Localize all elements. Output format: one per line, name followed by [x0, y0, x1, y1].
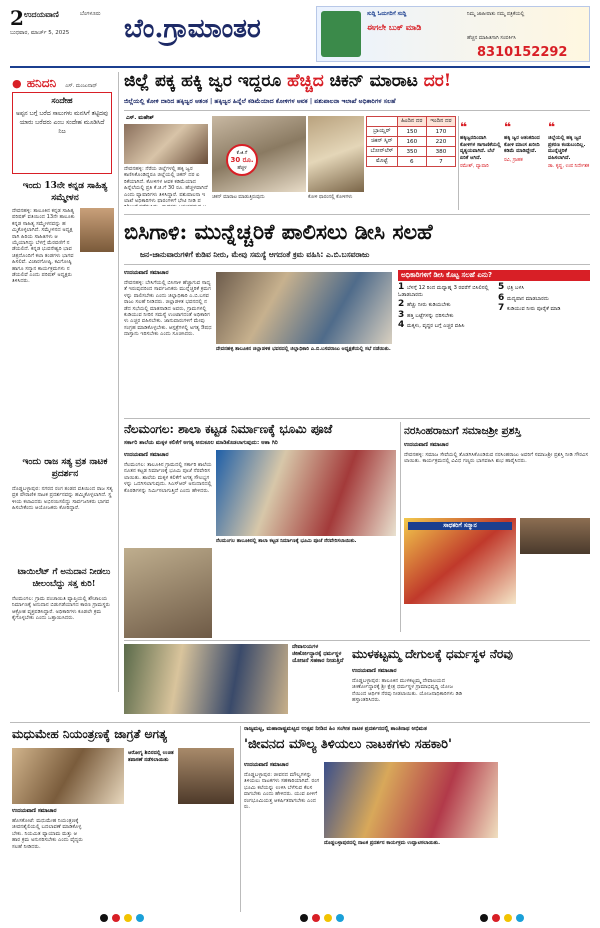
- tip-item: 2 ಹೆಚ್ಚು ನೀರು ಕುಡಿಯಬೇಕು: [398, 299, 451, 309]
- story2-caption: ದೇವನಹಳ್ಳಿ ತಾಲೂಕಿನ ಜಿಲ್ಲಾಡಳಿತ ಭವನದಲ್ಲಿ ಜಿಲ್ಲಾಧಿಕಾರಿ ಎ.ಬಿ.ಬಸವರಾಜು ಅಧ್ಯಕ್ಷತೆಯಲ್ಲಿ ಸಭೆ ನಡೆಯಿತು.: [216, 346, 391, 352]
- tip-item: 5 ಛತ್ರಿ ಬಳಸಿ: [498, 282, 525, 292]
- registration-mark: [324, 914, 332, 922]
- story7-caption: ದೊಡ್ಡಬಳ್ಳಾಪುರದಲ್ಲಿ ನಾಟಕ ಪ್ರದರ್ಶನ ಕಾರ್ಯಕ್ರಮ ಉದ್ಘಾಟಿಸಲಾಯಿತು.: [324, 840, 441, 846]
- story3-photo: [216, 450, 396, 536]
- story6-text: ಹೊಸಕೋಟೆ: ಮಧುಮೇಹ ನಿಯಂತ್ರಣಕ್ಕೆ ಜೀವನಶೈಲಿಯಲ್ಲಿ ಬದಲಾವಣೆ ಮಾಡಿಕೊಳ್ಳಬೇಕು. ನಿಯಮಿತ ವ್ಯಾಯಾಮ ಮತ್ತು ಆಹಾರ ಕ್ರಮ ಅನುಸರಿಸಬೇಕು ಎಂದು ವೈದ್ಯರು ಸಲಹೆ ನೀಡಿದರು.: [12, 818, 83, 850]
- tip-text: ಬೆಳಗ್ಗೆ 12 ರಿಂದ ಮಧ್ಯಾಹ್ನ 3 ರವರೆಗೆ ಬಿಸಿಲಿನಲ್ಲಿ ಓಡಾಡಬಾರದು: [398, 285, 489, 298]
- tip-text: ಕುಡಿಯುವ ನೀರು ಪೂರೈಕೆ ಮಾಡಿ: [507, 306, 561, 312]
- registration-mark: [504, 914, 512, 922]
- sidebar-story3-text: ನೆಲಮಂಗಲ: ಗ್ರಾಮ ಪಂಚಾಯಿತಿ ವ್ಯಾಪ್ತಿಯಲ್ಲಿ ಶೌಚಾಲಯ ನಿರ್ಮಾಣಕ್ಕೆ ಅನುದಾನ ಬಿಡುಗಡೆಯಾಗದ ಕಾರಣ ಗ್ರಾಮಸ್ಥರು ಆಕ್ರೋಶ ವ್ಯಕ್ತಪಡಿಸಿದ್ದಾರೆ. ಅಧಿಕಾರಿಗಳು ಕೂಡಲೇ ಕ್ರಮ ಕೈಗೊಳ್ಳಬೇಕು ಎಂದು ಒತ್ತಾಯಿಸಿದರು.: [12, 596, 111, 622]
- quote-icon: ❝: [504, 120, 512, 134]
- registration-mark: [336, 914, 344, 922]
- tips-title: ಅಧಿಕಾರಿಗಳಿಗೆ ಡೀಸಿ ಕೊಟ್ಟ ಸಲಹೆ ಏನು?: [398, 270, 590, 281]
- table-row: [367, 147, 456, 157]
- story5-text-cont: [470, 668, 590, 718]
- story7-byline: ಉದಯವಾಣಿ ಸಮಾಚಾರ: [244, 762, 289, 768]
- price-table-header: [367, 117, 456, 127]
- heart-icon: ●: [12, 77, 22, 90]
- sidebar-story1-text-more: [12, 328, 114, 438]
- tip-item: 1 ಬೆಳಗ್ಗೆ 12 ರಿಂದ ಮಧ್ಯಾಹ್ನ 3 ರವರೆಗೆ ಬಿಸಿಲಿನಲ್ಲಿ ಓಡಾಡಬಾರದು: [398, 282, 489, 298]
- masthead: [10, 6, 590, 64]
- lead-headline-part-a: ಜಿಲ್ಲೆ ಪಕ್ಕ ಹಕ್ಕಿ ಜ್ವರ ಇದ್ದರೂ: [124, 71, 288, 91]
- lead-byline: ಎಸ್. ಮಹೇಶ್: [126, 115, 154, 121]
- story5-text: ದೊಡ್ಡಬಳ್ಳಾಪುರ: ತಾಲೂಕಿನ ಮುಳಕಟ್ಟಮ್ಮ ದೇವಾಲಯದ ಜೀರ್ಣೋದ್ಧಾರಕ್ಕೆ ಶ್ರೀ ಕ್ಷೇತ್ರ ಧರ್ಮಸ್ಥಳ ಗ್ರಾಮಾಭಿವೃದ್ಧಿ ಯೋಜನೆಯಿಂದ ಆರ್ಥಿಕ ನೆರವು ನೀಡಲಾಯಿತು. ಯೋಜನಾಧಿಕಾರಿಗಳು ಡಿಡಿ ಹಸ್ತಾಂತರಿಸಿದರು.: [352, 678, 463, 704]
- sidebar-logo-text: ಹನಿದನಿ: [26, 76, 57, 90]
- story5-headline: ಮುಳಕಟ್ಟಮ್ಮ ದೇಗುಲಕ್ಕೆ ಧರ್ಮಸ್ಥಳ ನೆರವು: [352, 647, 513, 661]
- registration-mark: [492, 914, 500, 922]
- lead-caption-2: ಕೋಳಿ ಫಾರಂನಲ್ಲಿ ಕೋಳಿಗಳು: [308, 195, 353, 200]
- story2-bottom-rule: [124, 418, 590, 419]
- story2-text-col2: [216, 362, 302, 402]
- table-cell: 220: [426, 137, 455, 147]
- story2-text-col4: [398, 384, 590, 412]
- story2-photo: [216, 272, 392, 344]
- price-badge-label: ಕೆ.ಜಿ.ಗೆ: [236, 151, 248, 156]
- table-row: [367, 157, 456, 167]
- lead-headline-part-d: ದರ!: [423, 71, 452, 91]
- story4-headline: ನರಸಿಂಹರಾಜುಗೆ ಸಮಾಜಶ್ರೀ ಪ್ರಶಸ್ತಿ: [404, 425, 521, 437]
- sidebar-logo-by: ಎಸ್. ಮಂಜುನಾಥ್: [65, 83, 98, 89]
- price-table-header-cell: ಹಿಂದಿನ ದರ: [397, 117, 426, 127]
- lead-text: ದೇವನಹಳ್ಳಿ: ನೆರೆಯ ಜಿಲ್ಲೆಗಳಲ್ಲಿ ಹಕ್ಕಿ ಜ್ವರ ಕಾಣಿಸಿಕೊಂಡಿದ್ದರೂ ಜಿಲ್ಲೆಯಲ್ಲಿ ಚಿಕನ್ ದರ ಏರಿಕೆಯಾಗಿದೆ. ಕೋಳಿಗಳ ಆವಕ ಕಡಿಮೆಯಾದ ಹಿನ್ನೆಲೆಯಲ್ಲಿ ಪ್ರತಿ ಕೆ.ಜಿ.ಗೆ 30 ರೂ. ಹೆಚ್ಚಳವಾಗಿದೆ ಎಂದು ವ್ಯಾಪಾರಿಗಳು ತಿಳಿಸಿದ್ದಾರೆ. ಪಶುಪಾಲನಾ ಇಲಾಖೆ ಅಧಿಕಾರಿಗಳು ಫಾರಂಗಳಿಗೆ ಭೇಟಿ ನೀಡಿ ಪ: [124, 166, 208, 205]
- tip-item: 4 ಮಕ್ಕಳು, ವೃದ್ಧರ ಬಗ್ಗೆ ಎಚ್ಚರ ವಹಿಸಿ: [398, 320, 465, 330]
- story4-byline: ಉದಯವಾಣಿ ಸಮಾಚಾರ: [404, 442, 449, 448]
- lead-headline: [124, 71, 590, 91]
- story6-text-cont: [88, 818, 160, 910]
- tip-text: ಹತ್ತಿ ಬಟ್ಟೆಗಳನ್ನು ಧರಿಸಬೇಕು: [407, 312, 454, 319]
- quote-by: ರವಿ, ಗ್ರಾಹಕ: [504, 157, 523, 163]
- sidebar-story3-headline: ಟಾಯಿಲೆಟ್ ಗೆ ಅನುದಾನ ನೀಡಲು ಚೀಲಂಬೆದ್ದು ಸತ್ತ ಕುರಿ!: [17, 567, 111, 589]
- quote-text: ಜಿಲ್ಲೆಯಲ್ಲಿ ಹಕ್ಕಿ ಜ್ವರ ಪ್ರಕರಣ ಕಂಡುಬಂದಿಲ್ಲ. ಮುನ್ನೆಚ್ಚರಿಕೆ ವಹಿಸಲಾಗಿದೆ.: [548, 135, 586, 161]
- registration-mark: [300, 914, 308, 922]
- price-table: [366, 116, 456, 167]
- lead-subhead: ಜಿಲ್ಲೆಯಲ್ಲಿ ಕೋಳಿ ದಾರಿದ ಹಕ್ಕಿಜ್ವರ ಆತಂಕ | ಹಕ್ಕಿಜ್ವರ ಹಿನ್ನೆಲೆ ಕಡಿಮೆಯಾದ ಕೋಳಿಗಳ ಆವಕ | ಪಶುಪಾಲನಾ ಇಲಾಖೆ ಅಧಿಕಾರಿಗಳ ಸಲಹೆ: [124, 98, 396, 105]
- masthead-date: ಬುಧವಾರ, ಮಾರ್ಚ್ 5, 2025: [10, 30, 70, 36]
- ad-image: [321, 11, 361, 57]
- section-title: ಬೆಂ.ಗ್ರಾಮಾಂತರ: [124, 14, 261, 44]
- sidebar-divider: [118, 72, 119, 692]
- page-number: 2: [10, 6, 24, 30]
- masthead-rule: [10, 66, 590, 68]
- story3-headline: ನೆಲಮಂಗಲ: ಶಾಲಾ ಕಟ್ಟಡ ನಿರ್ಮಾಣಕ್ಕೆ ಭೂಮಿ ಪೂಜೆ: [124, 422, 333, 436]
- table-cell: ಚಿಕನ್ ಸ್ಕಿನ್: [367, 137, 398, 147]
- tip-item: 6 ಮದ್ಯಪಾನ ಮಾಡಬಾರದು: [498, 292, 549, 303]
- lead-quote-1: [460, 116, 502, 210]
- story6-headline: ಮಧುಮೇಹ ನಿಯಂತ್ರಣಕ್ಕೆ ಜಾಗ್ರತೆ ಅಗತ್ಯ: [12, 727, 167, 741]
- table-cell: 380: [426, 147, 455, 157]
- price-badge-value: 30 ರೂ.: [230, 156, 254, 164]
- quote-by: ರಮೇಶ್, ವ್ಯಾಪಾರಿ: [460, 164, 489, 169]
- table-cell: 7: [426, 157, 455, 167]
- story4-photo: [404, 518, 516, 604]
- story3-text: ನೆಲಮಂಗಲ: ತಾಲೂಕಿನ ಗ್ರಾಮದಲ್ಲಿ ಸರ್ಕಾರಿ ಶಾಲೆಯ ನೂತನ ಕಟ್ಟಡ ನಿರ್ಮಾಣಕ್ಕೆ ಭೂಮಿ ಪೂಜೆ ನೆರವೇರಿಸಲಾಯಿತು. ಶಾಲೆಯ ಮಕ್ಕಳ ಕಲಿಕೆಗೆ ಅಗತ್ಯ ಸೌಲಭ್ಯಗಳನ್ನು ಒದಗಿಸಲಾಗುವುದು. ಸಿಎಸ್‌ಆರ್ ಅನುದಾನದಲ್ಲಿ ಕೊಠಡಿಗಳನ್ನು ನಿರ್ಮಿಸಲಾಗುತ್ತಿದೆ ಎಂದು ಹೇಳಿದರು.: [124, 462, 212, 494]
- ad-phone[interactable]: 8310152292: [477, 45, 568, 60]
- tip-item: 3 ಹತ್ತಿ ಬಟ್ಟೆಗಳನ್ನು ಧರಿಸಬೇಕು: [398, 309, 454, 320]
- lead-caption-1: ಚಿಕನ್ ಮಾರಾಟ ಮಾಡುತ್ತಿರುವುದು: [212, 195, 265, 200]
- story2-headline: ಬಿಸಿಗಾಳಿ: ಮುನ್ನೆಚ್ಚರಿಕೆ ಪಾಲಿಸಲು ಡೀಸಿ ಸಲಹೆ: [124, 219, 433, 244]
- author-photo: [80, 208, 114, 252]
- registration-mark: [100, 914, 108, 922]
- story3-caption: ನೆಲಮಂಗಲ ತಾಲೂಕಿನಲ್ಲಿ ಶಾಲಾ ಕಟ್ಟಡ ನಿರ್ಮಾಣಕ್ಕೆ ಭೂಮಿ ಪೂಜೆ ನೆರವೇರಿಸಲಾಯಿತು.: [216, 538, 357, 544]
- lead-photo-3: [308, 116, 364, 192]
- table-cell: 170: [426, 127, 455, 137]
- ad-banner[interactable]: [316, 6, 590, 62]
- lead-text-cont: [366, 170, 456, 210]
- tip-text: ಮದ್ಯಪಾನ ಮಾಡಬಾರದು: [507, 295, 549, 302]
- story2-subhead: ಜನ-ಜಾನುವಾರುಗಳಿಗೆ ಕುಡಿವ ನೀರು, ಮೇವು ಸಮಸ್ಯೆ ಆಗದಂತೆ ಕ್ರಮ ವಹಿಸಿ: ಎ.ಬಿ.ಬಸವರಾಜು: [140, 250, 370, 259]
- quote-icon: ❝: [460, 120, 468, 134]
- story7-text: ದೊಡ್ಡಬಳ್ಳಾಪುರ: ಜೀವನದ ಮೌಲ್ಯಗಳನ್ನು ತಿಳಿಯಲು ನಾಟಕಗಳು ಸಹಕಾರಿಯಾಗಿವೆ. ರಂಗಭೂಮಿ ಕಲೆಯನ್ನು ಉಳಿಸಿ ಬೆಳೆಸುವ ಕೆಲಸವಾಗಬೇಕು ಎಂದು ಹೇಳಿದರು. ಯುವ ಪೀಳಿಗೆ ರಂಗಭೂಮಿಯತ್ತ ಆಕರ್ಷಿತರಾಗಬೇಕು ಎಂದರು.: [244, 772, 320, 811]
- ad-line-1: ಸುದ್ದಿ ಓದುಗರಿಗೆ ಸುದ್ದಿ: [367, 11, 407, 17]
- story7-text-cont: [324, 856, 498, 912]
- story4-banner: ಸಾಧಕರಿಗೆ ಸನ್ಮಾನ: [408, 522, 512, 530]
- sidebar-story2-text: ದೊಡ್ಡಬಳ್ಳಾಪುರ: ನಗರದ ರಂಗ ತಂಡದ ವತಿಯಿಂದ ರಾಜ ಸತ್ಯ ವ್ರತ ಪೌರಾಣಿಕ ನಾಟಕ ಪ್ರದರ್ಶನವನ್ನು ಹಮ್ಮಿಕೊಳ್ಳಲಾಗಿದೆ. ಸ್ಥಳೀಯ ಕಲಾವಿದರು ಅಭಿನಯಿಸಲಿದ್ದು ಸಾರ್ವಜನಿಕರು ಭಾಗವಹಿಸಬೇಕೆಂದು ಆಯೋಜಕರು ಕೋರಿದ್ದಾರೆ.: [12, 486, 113, 512]
- story6-photo: [12, 748, 124, 804]
- lead-subhead-rule: [124, 110, 590, 111]
- quote-text: ಹಕ್ಕಿ ಜ್ವರ ಆತಂಕದಿಂದ ಕೋಳಿ ಮಾಂಸ ಖರೀದಿ ಕಡಿಮೆ ಮಾಡಿದ್ದೇವೆ.: [504, 135, 540, 154]
- story4-bottom-rule: [124, 640, 590, 641]
- ad-line-2: ನಿಮ್ಮ ಜಾಹೀರಾತು ನಮ್ಮ ಪತ್ರಿಕೆಯಲ್ಲಿ: [467, 11, 525, 17]
- story6-byline: ಉದಯವಾಣಿ ಸಮಾಚಾರ: [12, 808, 57, 814]
- story6-divider: [240, 726, 241, 912]
- table-row: [367, 137, 456, 147]
- table-row: [367, 127, 456, 137]
- story2-text-col3: [306, 362, 392, 402]
- story6-photo-2: [178, 748, 234, 804]
- poem-box: [12, 92, 112, 174]
- lead-bottom-rule: [124, 214, 590, 215]
- table-cell: ಬ್ರಾಯ್ಲರ್: [367, 127, 398, 137]
- story4-inset-text: [520, 556, 590, 628]
- tip-item: 7 ಕುಡಿಯುವ ನೀರು ಪೂರೈಕೆ ಮಾಡಿ: [498, 303, 561, 313]
- lead-headline-part-c: ಚಿಕನ್ ಮಾರಾಟ: [323, 71, 424, 91]
- story5-bottom-rule: [10, 722, 590, 723]
- registration-mark: [124, 914, 132, 922]
- story7-headline: 'ಜೀವನದ ಮೌಲ್ಯ ತಿಳಿಯಲು ನಾಟಕಗಳು ಸಹಕಾರಿ': [244, 737, 452, 752]
- story2-text-col1: ದೇವನಹಳ್ಳಿ: ಬೇಸಿಗೆಯಲ್ಲಿ ಬಿಸಿಗಾಳಿ ಹೆಚ್ಚಾಗುವ ಸಾಧ್ಯತೆ ಇರುವುದರಿಂದ ಸಾರ್ವಜನಿಕರು ಮುನ್ನೆಚ್ಚರಿಕೆ ಕ್ರಮಗಳನ್ನು ಪಾಲಿಸಬೇಕು ಎಂದು ಜಿಲ್ಲಾಧಿಕಾರಿ ಎ.ಬಿ.ಬಸವರಾಜು ಸಲಹೆ ನೀಡಿದರು. ಜಿಲ್ಲಾಡಳಿತ ಭವನದಲ್ಲಿ ನಡೆದ ಸಭೆಯಲ್ಲಿ ಮಾತನಾಡಿದ ಅವರು, ಗ್ರಾಮಗಳಲ್ಲಿ ಕುಡಿಯುವ ನೀರಿನ ಸಮಸ್ಯೆ ಉಂಟಾಗದಂತೆ ಅಧಿಕಾರಿಗಳು ಎಚ್ಚರ ವಹಿಸಬೇಕು. ಜಾನುವಾರುಗಳಿಗೆ ಮೇವು ಸಂಗ್ರಹ ಮಾಡಿಕೊಳ್ಳಬೇಕು. ಆಸ್ಪತ್ರೆಗಳಲ್ಲಿ ಅಗತ್ಯ ಔಷಧ ದಾಸ್ತಾನು ಇರಿಸಬೇಕು ಎಂದು ಸೂಚಿಸಿದರು.: [124, 280, 212, 338]
- paper-name: ಉದಯವಾಣಿ: [24, 10, 59, 19]
- story4-divider: [400, 422, 401, 632]
- story5-photo: [124, 644, 288, 714]
- table-cell: 160: [397, 137, 426, 147]
- story6-text-cont-2: [164, 818, 236, 910]
- story4-text: ದೇವನಹಳ್ಳಿ: ಸಮಾಜ ಸೇವೆಯಲ್ಲಿ ತೊಡಗಿಸಿಕೊಂಡಿರುವ ನರಸಿಂಹರಾಜು ಅವರಿಗೆ ಸಮಾಜಶ್ರೀ ಪ್ರಶಸ್ತಿ ನೀಡಿ ಗೌರವಿಸಲಾಯಿತು. ಕಾರ್ಯಕ್ರಮದಲ್ಲಿ ವಿವಿಧ ಗಣ್ಯರು ಭಾಗವಹಿಸಿ ಶುಭ ಹಾರೈಸಿದರು.: [404, 452, 589, 465]
- table-cell: 6: [397, 157, 426, 167]
- price-badge: [226, 144, 258, 176]
- tip-text: ಛತ್ರಿ ಬಳಸಿ: [507, 285, 525, 291]
- table-cell: 150: [397, 127, 426, 137]
- sidebar-logo: [12, 72, 112, 90]
- story3-byline: ಉದಯವಾಣಿ ಸಮಾಚಾರ: [124, 452, 169, 458]
- table-cell: ಬೋನ್‌ಲೆಸ್: [367, 147, 398, 157]
- tips-list-right: [498, 284, 590, 313]
- lead-quote-3: [548, 116, 590, 210]
- lead-quote-divider: [458, 116, 459, 210]
- lead-photo-1: [124, 124, 208, 164]
- story7-kicker: ರಾಜ್ಯಮಟ್ಟ, ಮಹಾರಾಷ್ಟ್ರಮಟ್ಟದ ಉತ್ಸವ ನೀಡಿದ ಹಿಂ ಸಂಗೀತ ನಾಟಕ ಪ್ರದರ್ಶನದಲ್ಲಿ ಶಾಂತಿನಾಥ ಅಭಿಮತ: [244, 726, 427, 732]
- sidebar-story1-text: ದೇವನಹಳ್ಳಿ: ತಾಲೂಕಿನ ಕನ್ನಡ ಸಾಹಿತ್ಯ ಪರಿಷತ್ ವತಿಯಿಂದ 13ನೇ ತಾಲೂಕು ಕನ್ನಡ ಸಾಹಿತ್ಯ ಸಮ್ಮೇಳನವನ್ನು ಹಮ್ಮಿಕೊಳ್ಳಲಾಗಿದೆ. ಸಮ್ಮೇಳನದ ಅಧ್ಯಕ್ಷರಾಗಿ ಹಿರಿಯ ಸಾಹಿತಿಗಳು ಆಯ್ಕೆಯಾಗಿದ್ದು ಬೆಳಗ್ಗೆ ಮೆರವಣಿಗೆ ನಡೆಯಲಿದೆ. ಕನ್ನಡ ಭುವನೇಶ್ವರಿ ಭಾವಚಿತ್ರದೊಂದಿಗೆ ಕಲಾ ತಂಡಗಳು ಭಾಗವಹಿಸಲಿವೆ. ವಿಚಾರಗೋಷ್ಠಿ, ಕವಿಗೋಷ್ಠಿ ಹಾಗೂ ಸನ್ಮಾನ ಕಾರ್ಯಕ್ರಮಗಳು ನಡೆಯಲಿವೆ ಎಂದು ಪರಿಷತ್ ಅಧ್ಯಕ್ಷರು ತಿಳಿಸಿದರು.: [12, 208, 75, 285]
- tip-text: ಹೆಚ್ಚು ನೀರು ಕುಡಿಯಬೇಕು: [407, 302, 451, 308]
- sidebar-story1-headline: ಇಂದು 13ನೇ ಕನ್ನಡ ಸಾಹಿತ್ಯ ಸಮ್ಮೇಳನ: [22, 181, 108, 203]
- tip-text: ಮಕ್ಕಳು, ವೃದ್ಧರ ಬಗ್ಗೆ ಎಚ್ಚರ ವಹಿಸಿ: [407, 323, 465, 329]
- lead-headline-part-b: ಹೆಚ್ಚಿದ: [287, 71, 324, 91]
- story3-subhead: ಸರ್ಕಾರಿ ಶಾಲೆಯ ಮಕ್ಕಳ ಕಲಿಕೆಗೆ ಅಗತ್ಯ ಅನುಕೂಲ ಮಾಡಿಕೊಡಲಾಗುವುದು: ಆಶಾ ಗಿರಿ: [124, 440, 278, 446]
- ad-note: ಹೆಚ್ಚಿನ ಮಾಹಿತಿಗಾಗಿ ಸಂಪರ್ಕಿಸಿ: [467, 35, 516, 41]
- registration-mark: [136, 914, 144, 922]
- registration-mark: [516, 914, 524, 922]
- story5-sidebar-text: ದೇವಾಲಯಗಳ ಜೀರ್ಣೋದ್ಧಾರಕ್ಕೆ ಧರ್ಮಸ್ಥಳ ಯೋಜನೆ ಸಹಕಾರ ನೀಡುತ್ತಿದೆ: [292, 644, 344, 664]
- price-table-header-cell: ಇಂದಿನ ದರ: [426, 117, 455, 127]
- registration-mark: [480, 914, 488, 922]
- tips-list-left: [398, 284, 494, 330]
- price-table-header-cell: [367, 117, 398, 127]
- story2-subhead-rule: [124, 264, 590, 265]
- registration-mark: [112, 914, 120, 922]
- story2-tips-box: [398, 270, 590, 388]
- quote-by: ಡಾ. ಕೃಷ್ಣ, ಉಪ ನಿರ್ದೇಶಕ: [548, 164, 590, 169]
- story3-text-cont: [216, 552, 396, 632]
- story6-quote: ಆರೋಗ್ಯ ಶಿಬಿರದಲ್ಲಿ ಉಚಿತ ತಪಾಸಣೆ ನಡೆಸಲಾಯಿತು: [128, 750, 174, 763]
- poem-text: ಅಪ್ಪನ ಬಗ್ಗೆ ಬರೆದ ಸಾಲುಗಳು ಮನಸಿಗೆ ತಟ್ಟಿದವು ಯಾರು ಬರೆದರು ಎಂಬ ಸಂದೇಹ ಮೂಡಿಸಿದೆ ನಿಜ: [16, 110, 108, 135]
- registration-mark: [312, 914, 320, 922]
- masthead-city: ಬೆಂಗಳೂರು: [80, 11, 101, 17]
- lead-quote-2: [504, 116, 546, 210]
- ad-brand: ಈಗಲೇ ಬುಕ್ ಮಾಡಿ: [367, 23, 422, 32]
- quote-icon: ❝: [548, 120, 556, 134]
- story7-text-cont-2: [502, 762, 590, 912]
- story2-byline: ಉದಯವಾಣಿ ಸಮಾಚಾರ: [124, 270, 169, 276]
- quote-text: ಹಕ್ಕಿಜ್ವರದಿಂದಾಗಿ ಕೋಳಿಗಳ ಸಾಗಾಣಿಕೆಯಲ್ಲಿ ವ್ಯತ್ಯಯವಾಗಿದೆ. ಬೆಲೆ ಏರಿಕೆ ಆಗಿದೆ.: [460, 135, 501, 161]
- poem-title: ಸಂದೇಹ: [51, 96, 73, 105]
- story4-inset-photo: [520, 518, 590, 554]
- story5-byline: ಉದಯವಾಣಿ ಸಮಾಚಾರ: [352, 668, 397, 674]
- sidebar-story2-headline: ಇಂದು ರಾಜ ಸತ್ಯ ವ್ರತ ನಾಟಕ ಪ್ರದರ್ಶನ: [22, 457, 108, 479]
- story3-photo-2: [124, 548, 212, 638]
- story7-photo: [324, 762, 498, 838]
- table-cell: ಮೊಟ್ಟೆ: [367, 157, 398, 167]
- table-cell: 350: [397, 147, 426, 157]
- price-badge-note: ಹೆಚ್ಚಳ: [237, 166, 247, 171]
